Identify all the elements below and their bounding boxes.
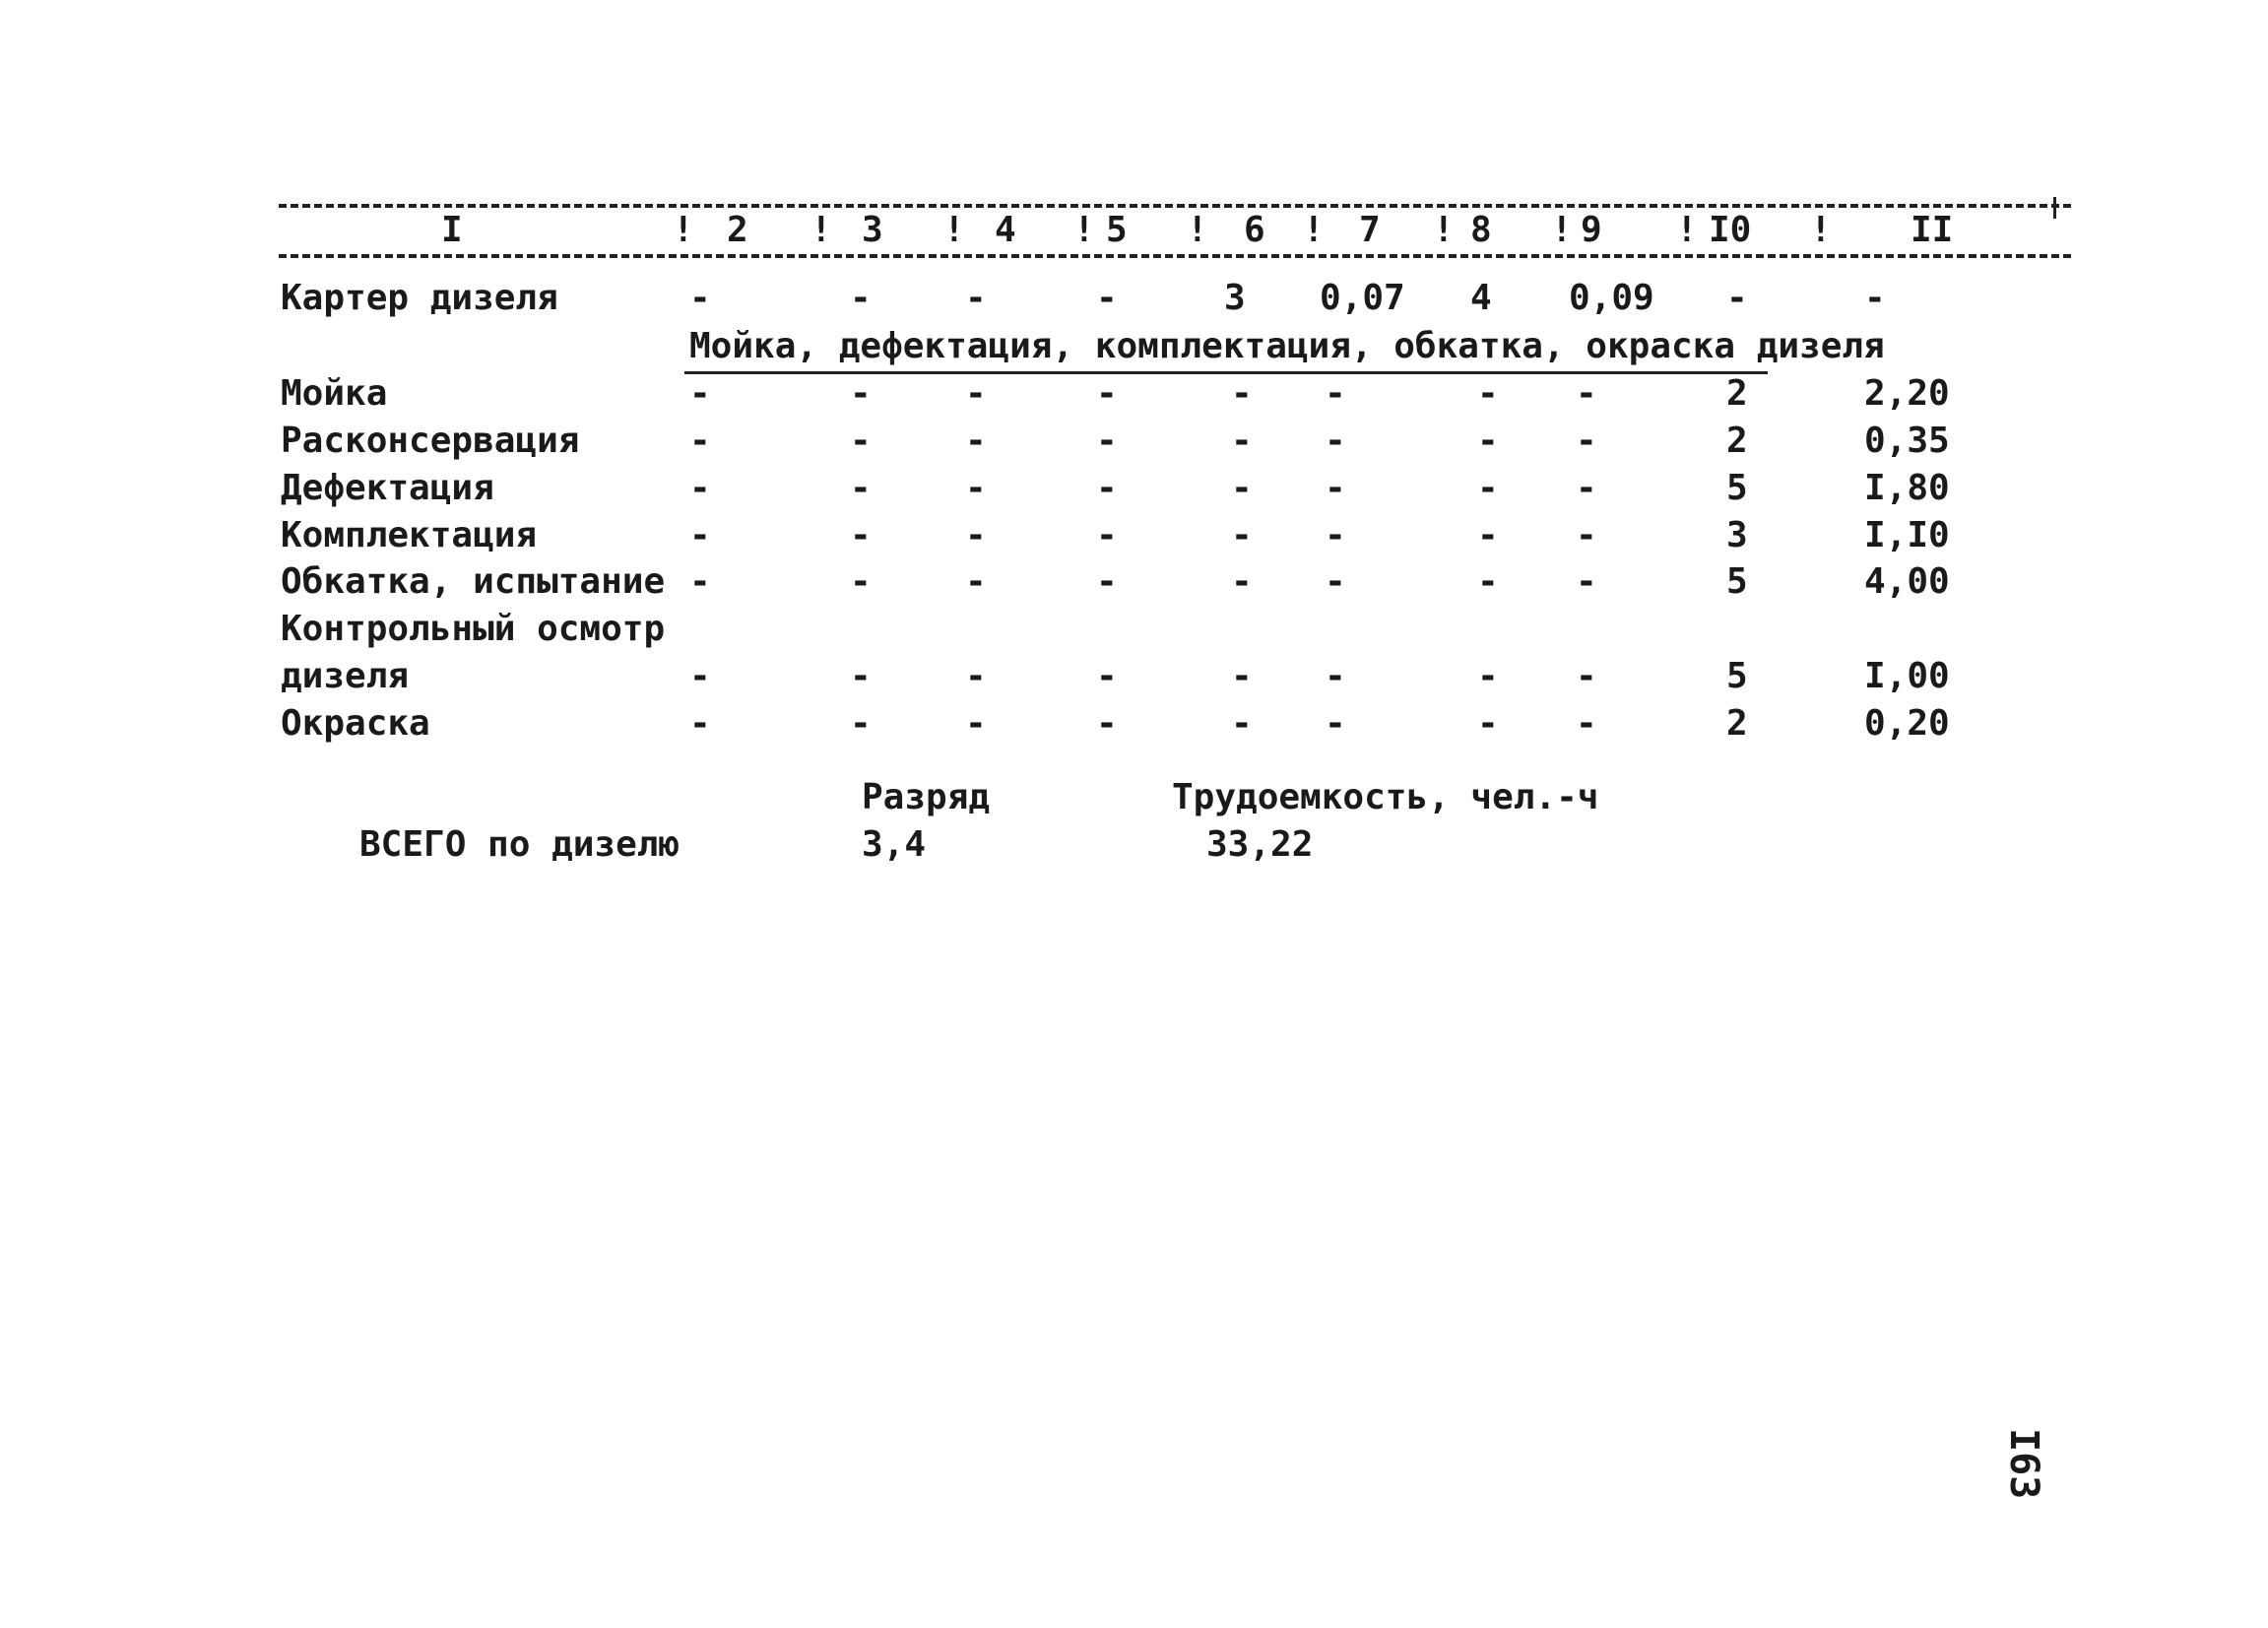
col-header-11: II (1911, 210, 1954, 250)
cell-moika-c2: - (689, 373, 711, 414)
col-header-9: 9 (1581, 210, 1602, 250)
cell-moika-c11: 2,20 (1864, 373, 1950, 414)
cell-okraska-c2: - (689, 703, 711, 744)
cell-obkatka-c5: - (1096, 561, 1118, 602)
row-label-okraska: Окраска (281, 703, 430, 744)
cell-okraska-c3: - (850, 703, 872, 744)
row-label-raskonservatsiya: Расконсервация (281, 421, 580, 461)
col-separator: ! (1810, 210, 1832, 250)
col-separator: ! (810, 210, 832, 250)
cell-raskonservatsiya-c9: - (1576, 421, 1597, 461)
cell-moika-c3: - (850, 373, 872, 414)
col-header-8: 8 (1470, 210, 1492, 250)
col-separator: ! (1303, 210, 1325, 250)
col-header-6: 6 (1244, 210, 1265, 250)
cell-komplektatsiya-c3: - (850, 515, 872, 555)
cell-obkatka-c9: - (1576, 561, 1597, 602)
cell-obkatka-c2: - (689, 561, 711, 602)
summary-razryad-label: Разряд (862, 777, 991, 817)
cell-komplektatsiya-c9: - (1576, 515, 1597, 555)
col-header-1: I (441, 210, 463, 250)
cell-karter-c4: - (965, 278, 987, 318)
row-label-komplektatsiya: Комплектация (281, 515, 538, 555)
cell-defektatsiya-c4: - (965, 468, 987, 508)
cell-defektatsiya-c10: 5 (1726, 468, 1748, 508)
cell-karter-c5: - (1096, 278, 1118, 318)
cell-komplektatsiya-c4: - (965, 515, 987, 555)
section-title: Мойка, дефектация, комплектация, обкатка, окраска дизеля (689, 326, 1885, 366)
cell-raskonservatsiya-c6: - (1231, 421, 1253, 461)
cell-karter-c9: 0,09 (1569, 278, 1654, 318)
cell-defektatsiya-c6: - (1231, 468, 1253, 508)
summary-total-label: ВСЕГО по дизелю (359, 824, 680, 865)
col-separator: ! (1187, 210, 1208, 250)
summary-trudoemkost-value: 33,22 (1206, 824, 1314, 865)
row-label-obkatka: Обкатка, испытание (281, 561, 666, 602)
cell-moika-c7: - (1325, 373, 1346, 414)
cell-defektatsiya-c11: I,80 (1864, 468, 1950, 508)
cell-okraska-c9: - (1576, 703, 1597, 744)
header-corner-tick (2053, 197, 2056, 219)
summary-razryad-value: 3,4 (862, 824, 927, 865)
cell-komplektatsiya-c10: 3 (1726, 515, 1748, 555)
col-header-10: I0 (1709, 210, 1752, 250)
cell-kontrol-c7: - (1325, 656, 1346, 696)
cell-karter-c8: 4 (1470, 278, 1492, 318)
cell-kontrol-c3: - (850, 656, 872, 696)
cell-karter-c7: 0,07 (1320, 278, 1405, 318)
col-separator: ! (1433, 210, 1455, 250)
cell-defektatsiya-c7: - (1325, 468, 1346, 508)
col-header-5: 5 (1106, 210, 1128, 250)
col-separator: ! (1073, 210, 1095, 250)
cell-obkatka-c7: - (1325, 561, 1346, 602)
cell-okraska-c6: - (1231, 703, 1253, 744)
cell-okraska-c4: - (965, 703, 987, 744)
cell-obkatka-c6: - (1231, 561, 1253, 602)
section-underline (684, 371, 1768, 374)
row-label-moika: Мойка (281, 373, 388, 414)
cell-kontrol-c5: - (1096, 656, 1118, 696)
cell-obkatka-c11: 4,00 (1864, 561, 1950, 602)
header-bottom-rule (279, 254, 2071, 258)
col-separator: ! (1551, 210, 1573, 250)
cell-karter-c2: - (689, 278, 711, 318)
cell-defektatsiya-c9: - (1576, 468, 1597, 508)
cell-raskonservatsiya-c3: - (850, 421, 872, 461)
col-separator: ! (943, 210, 965, 250)
cell-komplektatsiya-c2: - (689, 515, 711, 555)
cell-okraska-c11: 0,20 (1864, 703, 1950, 744)
cell-komplektatsiya-c11: I,I0 (1864, 515, 1950, 555)
col-header-4: 4 (995, 210, 1016, 250)
cell-okraska-c10: 2 (1726, 703, 1748, 744)
cell-moika-c4: - (965, 373, 987, 414)
cell-moika-c5: - (1096, 373, 1118, 414)
row-label-kontrol-line1: Контрольный осмотр (281, 609, 666, 649)
cell-raskonservatsiya-c8: - (1477, 421, 1499, 461)
col-header-3: 3 (862, 210, 883, 250)
cell-kontrol-c10: 5 (1726, 656, 1748, 696)
cell-moika-c9: - (1576, 373, 1597, 414)
cell-karter-c11: - (1864, 278, 1886, 318)
cell-raskonservatsiya-c4: - (965, 421, 987, 461)
cell-komplektatsiya-c5: - (1096, 515, 1118, 555)
cell-kontrol-c6: - (1231, 656, 1253, 696)
cell-karter-c3: - (850, 278, 872, 318)
cell-okraska-c7: - (1325, 703, 1346, 744)
cell-moika-c10: 2 (1726, 373, 1748, 414)
col-separator: ! (673, 210, 694, 250)
page-number: I63 (2001, 1428, 2046, 1500)
cell-raskonservatsiya-c7: - (1325, 421, 1346, 461)
row-label-kontrol-line2: дизеля (281, 656, 410, 696)
cell-obkatka-c4: - (965, 561, 987, 602)
cell-raskonservatsiya-c2: - (689, 421, 711, 461)
cell-kontrol-c11: I,00 (1864, 656, 1950, 696)
cell-kontrol-c2: - (689, 656, 711, 696)
cell-defektatsiya-c5: - (1096, 468, 1118, 508)
cell-komplektatsiya-c7: - (1325, 515, 1346, 555)
header-top-rule (279, 204, 2071, 208)
cell-obkatka-c10: 5 (1726, 561, 1748, 602)
col-header-7: 7 (1359, 210, 1381, 250)
cell-obkatka-c3: - (850, 561, 872, 602)
cell-komplektatsiya-c6: - (1231, 515, 1253, 555)
row-label-defektatsiya: Дефектация (281, 468, 494, 508)
cell-raskonservatsiya-c11: 0,35 (1864, 421, 1950, 461)
cell-moika-c8: - (1477, 373, 1499, 414)
cell-defektatsiya-c3: - (850, 468, 872, 508)
summary-trudoemkost-label: Трудоемкость, чел.-ч (1172, 777, 1599, 817)
cell-raskonservatsiya-c5: - (1096, 421, 1118, 461)
cell-komplektatsiya-c8: - (1477, 515, 1499, 555)
cell-okraska-c8: - (1477, 703, 1499, 744)
cell-kontrol-c9: - (1576, 656, 1597, 696)
cell-moika-c6: - (1231, 373, 1253, 414)
cell-defektatsiya-c2: - (689, 468, 711, 508)
cell-raskonservatsiya-c10: 2 (1726, 421, 1748, 461)
cell-kontrol-c4: - (965, 656, 987, 696)
row-label-karter: Картер дизеля (281, 278, 558, 318)
cell-okraska-c5: - (1096, 703, 1118, 744)
cell-karter-c10: - (1726, 278, 1748, 318)
col-separator: ! (1676, 210, 1698, 250)
cell-kontrol-c8: - (1477, 656, 1499, 696)
cell-obkatka-c8: - (1477, 561, 1499, 602)
cell-defektatsiya-c8: - (1477, 468, 1499, 508)
col-header-2: 2 (727, 210, 748, 250)
cell-karter-c6: 3 (1224, 278, 1246, 318)
